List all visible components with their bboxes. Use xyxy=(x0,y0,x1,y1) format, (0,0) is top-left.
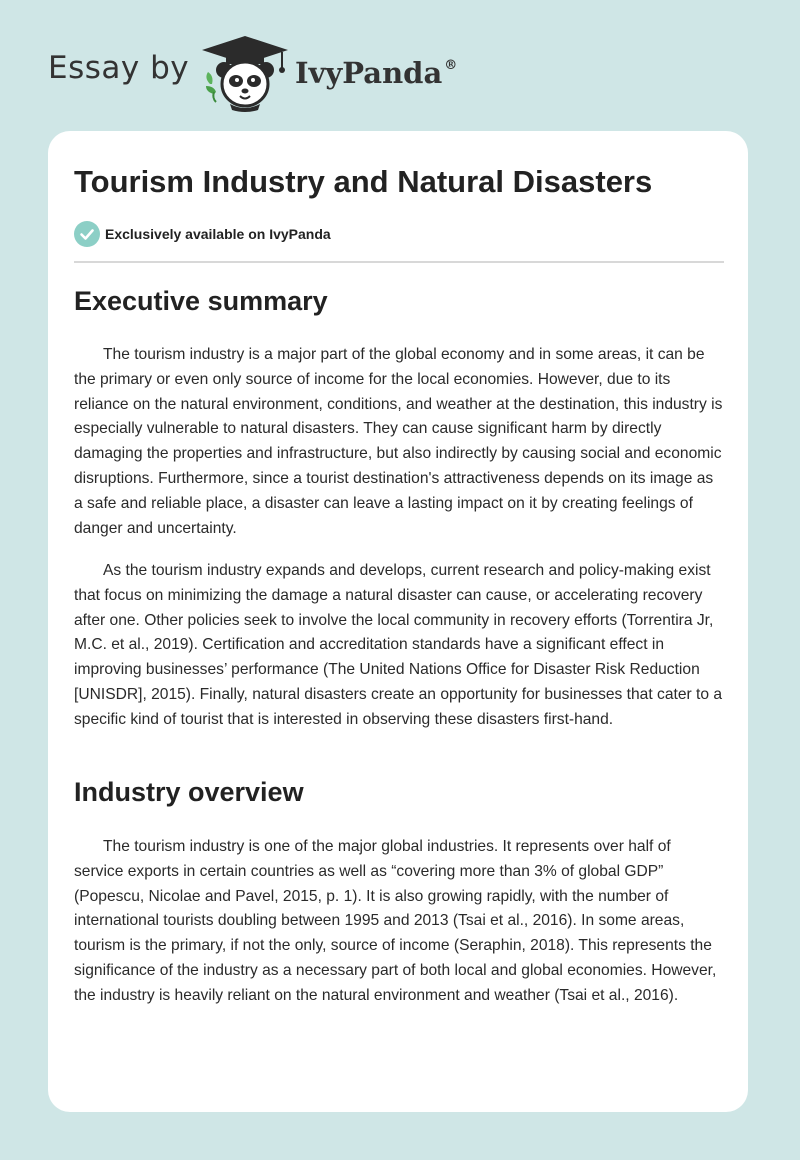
paragraph: As the tourism industry expands and develops, current research and policy-making exist that focus on minimizing the damage a natural disaster can cause, or accelerating recovery after one. Other policies seek to involve the local community in recovery efforts (Torrentira Jr, M.C. et al., 2019). Certification and accreditation standards have a significant effect in improving businesses’ performance (The United Nations Office for Disaster Risk Reduction [UNISDR], 2015). Finally, natural disasters create an opportunity for businesses that cater to a specific kind of tourist that is interested in observing these disasters first-hand. xyxy=(74,562,723,728)
paragraph: The tourism industry is a major part of the global economy and in some areas, it can be the primary or even only source of income for the local economies. However, due to its reliance on the natural environment, conditions, and weather at the destination, this industry is especially vulnerable to natural disasters. They can cause significant harm by directly damaging the properties and infrastructure, but also indirectly by causing social and economic disruptions. Furthermore, since a tourist destination's attractiveness depends on its image as a safe and reliable place, a disaster can leave a lasting impact on it by creating feelings of danger and uncertainty. xyxy=(74,346,723,537)
title-divider xyxy=(74,261,724,263)
article-title: Tourism Industry and Natural Disasters xyxy=(74,164,653,199)
section-heading-executive-summary: Executive summary xyxy=(74,286,328,316)
site-header xyxy=(48,30,648,110)
essay-by-label: Essay by xyxy=(48,50,190,86)
article-card xyxy=(48,131,748,1112)
panda-graduate-icon[interactable] xyxy=(200,34,290,112)
brand-name[interactable]: IvyPanda ® xyxy=(295,56,458,90)
check-circle-icon xyxy=(74,221,100,247)
exclusive-badge xyxy=(74,221,331,247)
registered-mark: ® xyxy=(444,58,458,73)
section-heading-industry-overview: Industry overview xyxy=(74,777,304,807)
paragraph: The tourism industry is one of the major global industries. It represents over half of service exports in certain countries as well as “covering more than 3% of global GDP” (Popescu, Nicolae and Pavel, 2015, p. 1). It is also growing rapidly, with the number of international tourists doubling between 1995 and 2013 (Tsai et al., 2016). In some areas, tourism is the primary, if not the only, source of income (Seraphin, 2018). This represents the significance of the industry as a necessary part of both local and global economies. However, the industry is heavily reliant on the natural environment and weather (Tsai et al., 2016). xyxy=(74,838,717,1004)
exclusive-badge-label: Exclusively available on IvyPanda xyxy=(105,226,331,242)
